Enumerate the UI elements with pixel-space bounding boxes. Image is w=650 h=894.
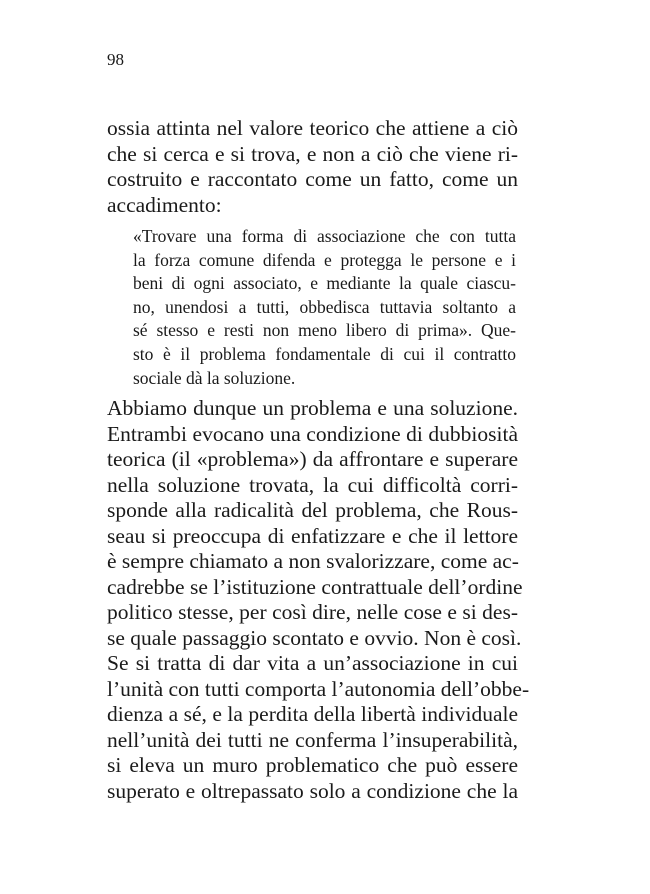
text-line: se quale passaggio scontato e ovvio. Non è così. [107,625,522,650]
block-quote [133,225,516,390]
quote-line: sociale dà la soluzione. [133,367,296,388]
text-line: superato e oltrepassato solo a condizione che la [107,778,518,803]
page-number: 98 [107,50,124,69]
quote-line: sto è il problema fondamentale di cui il contratto [133,343,516,364]
text-line: è sempre chiamato a non svalorizzare, come ac- [107,549,519,573]
text-line: cadrebbe se l’istituzione contrattuale dell’ordine [107,574,523,599]
body-paragraph-1 [107,116,518,218]
quote-line: beni di ogni associato, e mediante la quale ciascu- [133,273,516,294]
text-line: ossia attinta nel valore teorico che attiene a ciò [107,116,518,140]
text-line: costruito e raccontato come un fatto, come un [107,167,518,191]
text-line: Abbiamo dunque un problema e una soluzione. [107,396,518,420]
text-line: politico stesse, per così dire, nelle cose e si des- [107,600,518,624]
quote-line: la forza comune difenda e protegga le persone e i [133,249,516,270]
text-line: Se si tratta di dar vita a un’associazione in cui [107,651,518,675]
text-line: dienza a sé, e la perdita della libertà individuale [107,702,518,726]
text-line: nell’unità dei tutti ne conferma l’insuperabilità, [107,727,518,752]
text-line: accadimento: [107,192,222,217]
body-paragraph-2 [107,396,530,804]
text-line: Entrambi evocano una condizione di dubbiosità [107,421,518,446]
quote-line: sé stesso e resti non meno libero di prima». Que- [133,320,516,341]
quote-line: no, unendosi a tutti, obbedisca tuttavia soltanto a [133,296,516,317]
quote-line: «Trovare una forma di associazione che con tutta [133,226,516,246]
text-line: l’unità con tutti comporta l’autonomia dell’obbe- [107,676,530,701]
text-line: si eleva un muro problematico che può essere [107,753,518,777]
text-line: che si cerca e si trova, e non a ciò che viene ri- [107,141,518,166]
text-line: seau si preoccupa di enfatizzare e che il lettore [107,523,518,548]
text-line: teorica (il «problema») da affrontare e superare [107,447,518,471]
text-line: nella soluzione trovata, la cui difficoltà corri- [107,472,518,497]
text-line: sponde alla radicalità del problema, che Rous- [107,498,518,522]
